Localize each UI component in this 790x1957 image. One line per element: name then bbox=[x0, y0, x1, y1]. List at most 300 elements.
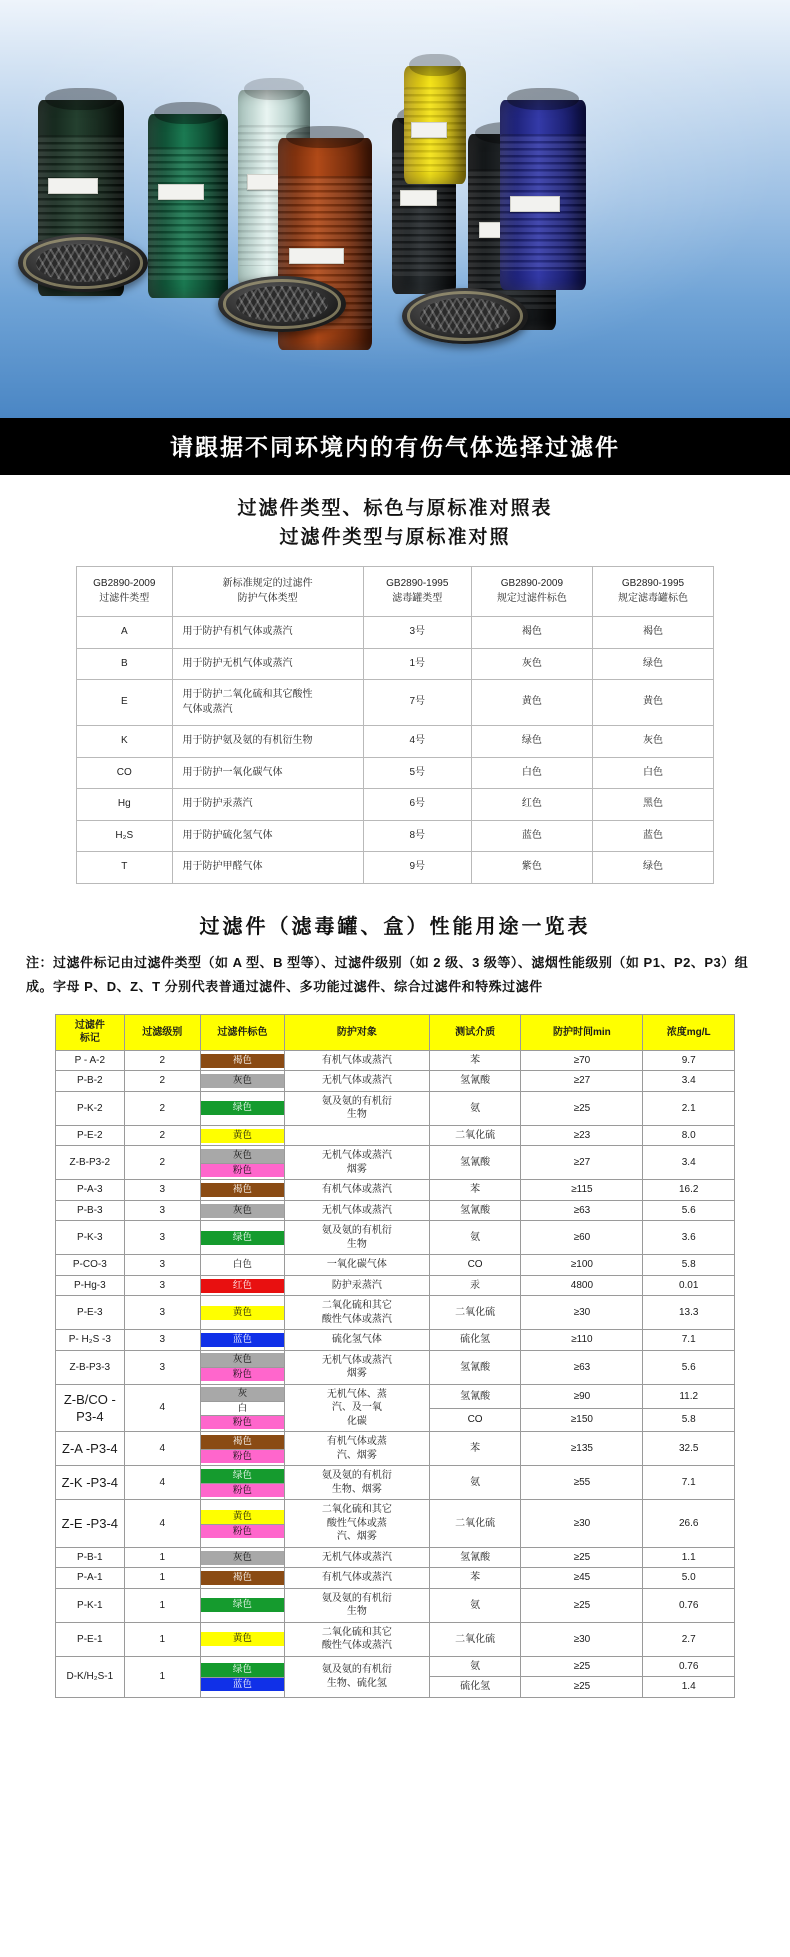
table-row bbox=[56, 1125, 735, 1146]
cell-protection-target: 氨及氨的有机衍 生物 bbox=[284, 1221, 429, 1255]
table2-body bbox=[56, 1050, 735, 1697]
cell-old-color: 绿色 bbox=[592, 852, 713, 884]
cell-concentration: 0.76 bbox=[643, 1656, 735, 1677]
cell-test-medium: 苯 bbox=[429, 1568, 521, 1589]
cell-filter-color bbox=[200, 1125, 284, 1146]
cell-concentration: 9.7 bbox=[643, 1050, 735, 1071]
cell-old-type: 7号 bbox=[363, 680, 471, 726]
cell-protection-time: ≥70 bbox=[521, 1050, 643, 1071]
table-row bbox=[56, 1180, 735, 1201]
cell-filter-color bbox=[200, 1296, 284, 1330]
cell-filter-color bbox=[200, 1091, 284, 1125]
cell-protection-time: ≥30 bbox=[521, 1622, 643, 1656]
cell-concentration: 11.2 bbox=[643, 1384, 735, 1408]
cell-new-color: 黄色 bbox=[471, 680, 592, 726]
color-swatch: 粉色 bbox=[201, 1415, 284, 1429]
cell-filter-type: K bbox=[77, 726, 173, 758]
table2-wrapper bbox=[0, 1014, 790, 1698]
color-swatch: 黄色 bbox=[201, 1306, 284, 1320]
table1-col-header-old-type: GB2890-1995 滤毒罐类型 bbox=[363, 567, 471, 617]
cell-filter-level: 3 bbox=[124, 1330, 200, 1351]
cell-old-type: 6号 bbox=[363, 789, 471, 821]
cell-protection-target: 有机气体或蒸 汽、烟雾 bbox=[284, 1432, 429, 1466]
cell-protection-target: 氨及氨的有机衍 生物、烟雾 bbox=[284, 1466, 429, 1500]
color-swatch: 黄色 bbox=[201, 1632, 284, 1646]
cell-protection-time: ≥25 bbox=[521, 1677, 643, 1698]
cell-filter-level: 3 bbox=[124, 1221, 200, 1255]
canister-label bbox=[48, 178, 98, 194]
cell-test-medium: 汞 bbox=[429, 1275, 521, 1296]
cell-protection-time: ≥25 bbox=[521, 1547, 643, 1568]
color-swatch: 绿色 bbox=[201, 1469, 284, 1483]
table-row bbox=[56, 1384, 735, 1408]
cell-protection-time: ≥135 bbox=[521, 1432, 643, 1466]
cell-filter-mark: D-K/H₂S-1 bbox=[56, 1656, 125, 1697]
table-row bbox=[56, 1050, 735, 1071]
cell-filter-color bbox=[200, 1384, 284, 1432]
cell-concentration: 5.0 bbox=[643, 1568, 735, 1589]
table-row bbox=[56, 1296, 735, 1330]
canister-2 bbox=[148, 114, 228, 298]
cell-concentration: 16.2 bbox=[643, 1180, 735, 1201]
cell-test-medium: 苯 bbox=[429, 1180, 521, 1201]
canister-8 bbox=[500, 100, 586, 290]
canister-group bbox=[0, 52, 790, 362]
color-swatch: 绿色 bbox=[201, 1101, 284, 1115]
table-row bbox=[56, 1255, 735, 1276]
cell-filter-level: 1 bbox=[124, 1656, 200, 1697]
cell-test-medium: 氢氰酸 bbox=[429, 1547, 521, 1568]
color-swatch: 粉色 bbox=[201, 1163, 284, 1177]
color-swatch: 粉色 bbox=[201, 1367, 284, 1381]
table-row bbox=[56, 1091, 735, 1125]
color-swatch: 灰色 bbox=[201, 1204, 284, 1218]
cell-filter-type: E bbox=[77, 680, 173, 726]
cell-protection-target: 氨及氨的有机衍 生物、硫化氢 bbox=[284, 1656, 429, 1697]
table-row bbox=[77, 617, 714, 649]
color-swatch: 粉色 bbox=[201, 1524, 284, 1538]
cell-protection-time: ≥63 bbox=[521, 1350, 643, 1384]
cell-filter-type: Hg bbox=[77, 789, 173, 821]
cell-protection-target: 防护汞蒸汽 bbox=[284, 1275, 429, 1296]
color-swatch: 褐色 bbox=[201, 1435, 284, 1449]
color-swatch: 褐色 bbox=[201, 1571, 284, 1585]
cell-protection-target: 氨及氨的有机衍 生物 bbox=[284, 1091, 429, 1125]
cell-filter-level: 1 bbox=[124, 1622, 200, 1656]
table-row bbox=[56, 1547, 735, 1568]
canister-label bbox=[510, 196, 560, 212]
cell-filter-level: 2 bbox=[124, 1050, 200, 1071]
cell-protection-target bbox=[284, 1125, 429, 1146]
cell-old-type: 9号 bbox=[363, 852, 471, 884]
cell-filter-level: 1 bbox=[124, 1588, 200, 1622]
cell-old-type: 4号 bbox=[363, 726, 471, 758]
cell-concentration: 0.76 bbox=[643, 1588, 735, 1622]
table-row bbox=[56, 1221, 735, 1255]
page-title-2: 过滤件类型与原标准对照 bbox=[279, 526, 511, 548]
cell-concentration: 3.4 bbox=[643, 1071, 735, 1092]
table2-col-header-conc: 浓度mg/L bbox=[643, 1014, 735, 1050]
cell-filter-level: 3 bbox=[124, 1180, 200, 1201]
cell-protection-target: 氨及氨的有机衍 生物 bbox=[284, 1588, 429, 1622]
canister-label bbox=[289, 248, 344, 264]
cell-concentration: 7.1 bbox=[643, 1330, 735, 1351]
table-row bbox=[56, 1200, 735, 1221]
cell-filter-mark: P-E-2 bbox=[56, 1125, 125, 1146]
cell-filter-color bbox=[200, 1255, 284, 1276]
color-swatch: 灰色 bbox=[201, 1551, 284, 1565]
color-swatch: 粉色 bbox=[201, 1483, 284, 1497]
cell-filter-level: 3 bbox=[124, 1200, 200, 1221]
color-swatch: 黄色 bbox=[201, 1510, 284, 1524]
cell-protection-target: 有机气体或蒸汽 bbox=[284, 1050, 429, 1071]
cell-concentration: 2.1 bbox=[643, 1091, 735, 1125]
cell-protection-time: ≥25 bbox=[521, 1656, 643, 1677]
cell-test-medium: 氨 bbox=[429, 1588, 521, 1622]
table2-col-header-target: 防护对象 bbox=[284, 1014, 429, 1050]
cell-old-color: 黄色 bbox=[592, 680, 713, 726]
cell-old-color: 白色 bbox=[592, 757, 713, 789]
cell-old-type: 8号 bbox=[363, 820, 471, 852]
cell-concentration: 5.6 bbox=[643, 1200, 735, 1221]
cell-protection-target: 一氧化碳气体 bbox=[284, 1255, 429, 1276]
color-swatch: 白色 bbox=[201, 1258, 284, 1272]
cell-filter-type: B bbox=[77, 648, 173, 680]
cell-test-medium: 苯 bbox=[429, 1050, 521, 1071]
cell-protection-target: 无机气体或蒸汽 bbox=[284, 1071, 429, 1092]
cell-filter-level: 4 bbox=[124, 1384, 200, 1432]
cell-test-medium: 二氧化硫 bbox=[429, 1500, 521, 1548]
cell-filter-color bbox=[200, 1466, 284, 1500]
cell-filter-color bbox=[200, 1656, 284, 1697]
table1-col-header-new-color: GB2890-2009 规定过滤件标色 bbox=[471, 567, 592, 617]
cell-test-medium: 氢氰酸 bbox=[429, 1384, 521, 1408]
color-swatch: 灰色 bbox=[201, 1149, 284, 1163]
canister-cap bbox=[45, 88, 117, 110]
cell-protection-time: ≥100 bbox=[521, 1255, 643, 1276]
cell-protection-time: ≥90 bbox=[521, 1384, 643, 1408]
canister-ridges bbox=[148, 147, 228, 280]
cell-filter-mark: Z-K -P3-4 bbox=[56, 1466, 125, 1500]
table-row bbox=[56, 1330, 735, 1351]
color-swatch: 褐色 bbox=[201, 1183, 284, 1197]
cell-filter-color bbox=[200, 1071, 284, 1092]
cell-filter-mark: P - A-2 bbox=[56, 1050, 125, 1071]
cell-protection-time: ≥150 bbox=[521, 1408, 643, 1432]
cell-protection-time: ≥25 bbox=[521, 1588, 643, 1622]
cell-new-color: 白色 bbox=[471, 757, 592, 789]
cell-old-color: 褐色 bbox=[592, 617, 713, 649]
cell-protection-target: 二氧化硫和其它 酸性气体或蒸汽 bbox=[284, 1622, 429, 1656]
cell-new-color: 紫色 bbox=[471, 852, 592, 884]
cell-protection-target: 有机气体或蒸汽 bbox=[284, 1180, 429, 1201]
table-row bbox=[77, 648, 714, 680]
cell-filter-level: 4 bbox=[124, 1500, 200, 1548]
cell-filter-type: T bbox=[77, 852, 173, 884]
cell-concentration: 32.5 bbox=[643, 1432, 735, 1466]
table-row bbox=[56, 1432, 735, 1466]
cell-protection-time: ≥115 bbox=[521, 1180, 643, 1201]
cell-filter-mark: P- H₂S -3 bbox=[56, 1330, 125, 1351]
cell-filter-color bbox=[200, 1146, 284, 1180]
cell-filter-color bbox=[200, 1588, 284, 1622]
canister-lid-center bbox=[218, 276, 346, 332]
cell-protection-target: 无机气体或蒸汽 烟雾 bbox=[284, 1146, 429, 1180]
cell-filter-color bbox=[200, 1221, 284, 1255]
cell-filter-color bbox=[200, 1330, 284, 1351]
cell-filter-mark: P-K-3 bbox=[56, 1221, 125, 1255]
cell-protection-time: ≥27 bbox=[521, 1071, 643, 1092]
cell-protection-time: ≥110 bbox=[521, 1330, 643, 1351]
cell-protection-time: ≥45 bbox=[521, 1568, 643, 1589]
color-swatch: 红色 bbox=[201, 1279, 284, 1293]
cell-filter-mark: P-Hg-3 bbox=[56, 1275, 125, 1296]
cell-gas-type: 用于防护二氧化硫和其它酸性 气体或蒸汽 bbox=[172, 680, 363, 726]
cell-filter-color bbox=[200, 1568, 284, 1589]
table1-wrapper bbox=[0, 566, 790, 884]
cell-filter-mark: Z-A -P3-4 bbox=[56, 1432, 125, 1466]
canister-label bbox=[400, 190, 437, 206]
table-row bbox=[56, 1350, 735, 1384]
cell-concentration: 26.6 bbox=[643, 1500, 735, 1548]
cell-protection-target: 无机气体或蒸汽 bbox=[284, 1200, 429, 1221]
cell-filter-color bbox=[200, 1275, 284, 1296]
cell-old-color: 黑色 bbox=[592, 789, 713, 821]
cell-test-medium: 二氧化硫 bbox=[429, 1125, 521, 1146]
cell-filter-mark: P-A-1 bbox=[56, 1568, 125, 1589]
cell-filter-type: CO bbox=[77, 757, 173, 789]
cell-protection-target: 无机气体、蒸 汽、及一氧 化碳 bbox=[284, 1384, 429, 1432]
cell-protection-time: ≥27 bbox=[521, 1146, 643, 1180]
cell-concentration: 2.7 bbox=[643, 1622, 735, 1656]
cell-test-medium: 氢氰酸 bbox=[429, 1200, 521, 1221]
table-row bbox=[77, 789, 714, 821]
filter-performance-table bbox=[55, 1014, 735, 1698]
cell-filter-color bbox=[200, 1432, 284, 1466]
cell-protection-time: ≥55 bbox=[521, 1466, 643, 1500]
cell-test-medium: 苯 bbox=[429, 1432, 521, 1466]
color-swatch: 绿色 bbox=[201, 1598, 284, 1612]
cell-protection-target: 有机气体或蒸汽 bbox=[284, 1568, 429, 1589]
cell-gas-type: 用于防护氨及氨的有机衍生物 bbox=[172, 726, 363, 758]
table-row bbox=[77, 680, 714, 726]
table-row bbox=[56, 1622, 735, 1656]
table-row bbox=[56, 1500, 735, 1548]
cell-concentration: 8.0 bbox=[643, 1125, 735, 1146]
cell-concentration: 0.01 bbox=[643, 1275, 735, 1296]
color-swatch: 灰色 bbox=[201, 1074, 284, 1088]
table1-col-header-gas: 新标准规定的过滤件 防护气体类型 bbox=[172, 567, 363, 617]
table-row bbox=[56, 1071, 735, 1092]
cell-filter-mark: Z-B-P3-2 bbox=[56, 1146, 125, 1180]
cell-filter-color bbox=[200, 1500, 284, 1548]
title-block bbox=[0, 495, 790, 552]
cell-filter-level: 3 bbox=[124, 1255, 200, 1276]
cell-protection-time: 4800 bbox=[521, 1275, 643, 1296]
cell-filter-level: 3 bbox=[124, 1296, 200, 1330]
canister-cap bbox=[507, 88, 579, 110]
cell-filter-mark: P-B-2 bbox=[56, 1071, 125, 1092]
cell-filter-color bbox=[200, 1547, 284, 1568]
lid-mesh bbox=[420, 298, 511, 334]
cell-test-medium: 二氧化硫 bbox=[429, 1622, 521, 1656]
product-photo bbox=[0, 0, 790, 418]
cell-protection-target: 二氧化硫和其它 酸性气体或蒸汽 bbox=[284, 1296, 429, 1330]
table2-col-header-medium: 测试介质 bbox=[429, 1014, 521, 1050]
cell-filter-mark: P-B-1 bbox=[56, 1547, 125, 1568]
lid-mesh bbox=[36, 244, 130, 281]
cell-filter-level: 2 bbox=[124, 1146, 200, 1180]
cell-filter-mark: Z-B-P3-3 bbox=[56, 1350, 125, 1384]
cell-filter-mark: Z-B/CO - P3-4 bbox=[56, 1384, 125, 1432]
canister-lid-right bbox=[402, 288, 528, 344]
color-swatch: 蓝色 bbox=[201, 1333, 284, 1347]
canister-6 bbox=[404, 66, 466, 184]
cell-concentration: 5.6 bbox=[643, 1350, 735, 1384]
cell-filter-level: 2 bbox=[124, 1125, 200, 1146]
cell-filter-color bbox=[200, 1180, 284, 1201]
table-row bbox=[77, 820, 714, 852]
cell-old-type: 5号 bbox=[363, 757, 471, 789]
color-swatch: 粉色 bbox=[201, 1449, 284, 1463]
color-swatch: 绿色 bbox=[201, 1663, 284, 1677]
color-swatch: 绿色 bbox=[201, 1231, 284, 1245]
cell-filter-mark: P-E-1 bbox=[56, 1622, 125, 1656]
cell-protection-time: ≥23 bbox=[521, 1125, 643, 1146]
cell-filter-level: 2 bbox=[124, 1071, 200, 1092]
cell-test-medium: 二氧化硫 bbox=[429, 1296, 521, 1330]
cell-gas-type: 用于防护硫化氢气体 bbox=[172, 820, 363, 852]
table2-col-header-level: 过滤级别 bbox=[124, 1014, 200, 1050]
cell-new-color: 灰色 bbox=[471, 648, 592, 680]
cell-filter-mark: Z-E -P3-4 bbox=[56, 1500, 125, 1548]
table2-col-header-color: 过滤件标色 bbox=[200, 1014, 284, 1050]
cell-filter-mark: P-K-1 bbox=[56, 1588, 125, 1622]
cell-test-medium: 氨 bbox=[429, 1221, 521, 1255]
table-row bbox=[77, 757, 714, 789]
cell-filter-level: 2 bbox=[124, 1091, 200, 1125]
canister-cap bbox=[244, 78, 305, 100]
table-row bbox=[77, 852, 714, 884]
section-title-2: 过滤件（滤毒罐、盒）性能用途一览表 bbox=[199, 915, 591, 938]
cell-filter-level: 4 bbox=[124, 1466, 200, 1500]
cell-filter-color bbox=[200, 1622, 284, 1656]
cell-filter-mark: P-K-2 bbox=[56, 1091, 125, 1125]
canister-label bbox=[411, 122, 447, 138]
color-swatch: 蓝色 bbox=[201, 1677, 284, 1691]
cell-protection-target: 二氧化硫和其它 酸性气体或蒸 汽、烟雾 bbox=[284, 1500, 429, 1548]
cell-gas-type: 用于防护有机气体或蒸汽 bbox=[172, 617, 363, 649]
cell-protection-time: ≥30 bbox=[521, 1500, 643, 1548]
cell-old-color: 灰色 bbox=[592, 726, 713, 758]
cell-test-medium: CO bbox=[429, 1255, 521, 1276]
cell-filter-level: 1 bbox=[124, 1547, 200, 1568]
cell-filter-level: 3 bbox=[124, 1275, 200, 1296]
cell-filter-level: 1 bbox=[124, 1568, 200, 1589]
cell-filter-level: 4 bbox=[124, 1432, 200, 1466]
lid-mesh bbox=[236, 286, 328, 322]
cell-gas-type: 用于防护无机气体或蒸汽 bbox=[172, 648, 363, 680]
cell-test-medium: 硫化氢 bbox=[429, 1330, 521, 1351]
cell-concentration: 3.4 bbox=[643, 1146, 735, 1180]
table-row bbox=[77, 726, 714, 758]
cell-concentration: 13.3 bbox=[643, 1296, 735, 1330]
table-row bbox=[56, 1466, 735, 1500]
cell-protection-time: ≥60 bbox=[521, 1221, 643, 1255]
cell-test-medium: 氢氰酸 bbox=[429, 1350, 521, 1384]
hero-banner-text: 请跟据不同环境内的有伤气体选择过滤件 bbox=[0, 418, 790, 475]
cell-concentration: 5.8 bbox=[643, 1408, 735, 1432]
table2-col-header-mark: 过滤件 标记 bbox=[56, 1014, 125, 1050]
table-row bbox=[56, 1656, 735, 1677]
color-swatch: 白 bbox=[201, 1401, 284, 1415]
cell-gas-type: 用于防护甲醛气体 bbox=[172, 852, 363, 884]
cell-new-color: 绿色 bbox=[471, 726, 592, 758]
cell-filter-mark: P-B-3 bbox=[56, 1200, 125, 1221]
table1-col-header-type: GB2890-2009 过滤件类型 bbox=[77, 567, 173, 617]
cell-filter-mark: P-CO-3 bbox=[56, 1255, 125, 1276]
table1-col-header-old-color: GB2890-1995 规定滤毒罐标色 bbox=[592, 567, 713, 617]
cell-old-type: 3号 bbox=[363, 617, 471, 649]
cell-test-medium: 氢氰酸 bbox=[429, 1071, 521, 1092]
cell-concentration: 1.1 bbox=[643, 1547, 735, 1568]
cell-protection-time: ≥25 bbox=[521, 1091, 643, 1125]
table-row bbox=[56, 1568, 735, 1589]
cell-concentration: 1.4 bbox=[643, 1677, 735, 1698]
cell-filter-mark: P-E-3 bbox=[56, 1296, 125, 1330]
cell-protection-time: ≥63 bbox=[521, 1200, 643, 1221]
cell-test-medium: 氨 bbox=[429, 1656, 521, 1677]
page-title-1: 过滤件类型、标色与原标准对照表 bbox=[237, 498, 553, 519]
cell-old-color: 蓝色 bbox=[592, 820, 713, 852]
canister-cap bbox=[409, 54, 461, 76]
cell-protection-time: ≥30 bbox=[521, 1296, 643, 1330]
cell-concentration: 5.8 bbox=[643, 1255, 735, 1276]
cell-test-medium: CO bbox=[429, 1408, 521, 1432]
canister-cap bbox=[286, 126, 365, 148]
cell-gas-type: 用于防护汞蒸汽 bbox=[172, 789, 363, 821]
cell-test-medium: 硫化氢 bbox=[429, 1677, 521, 1698]
table2-col-header-time: 防护时间min bbox=[521, 1014, 643, 1050]
color-swatch: 黄色 bbox=[201, 1129, 284, 1143]
cell-gas-type: 用于防护一氧化碳气体 bbox=[172, 757, 363, 789]
table-row bbox=[56, 1146, 735, 1180]
cell-filter-color bbox=[200, 1350, 284, 1384]
cell-protection-target: 硫化氢气体 bbox=[284, 1330, 429, 1351]
cell-filter-type: A bbox=[77, 617, 173, 649]
cell-old-type: 1号 bbox=[363, 648, 471, 680]
cell-new-color: 红色 bbox=[471, 789, 592, 821]
filter-type-standard-table bbox=[76, 566, 714, 884]
canister-label bbox=[158, 184, 204, 200]
cell-filter-level: 3 bbox=[124, 1350, 200, 1384]
cell-filter-type: H₂S bbox=[77, 820, 173, 852]
table1-body bbox=[77, 617, 714, 884]
cell-protection-target: 无机气体或蒸汽 烟雾 bbox=[284, 1350, 429, 1384]
canister-lid-left bbox=[18, 234, 148, 292]
cell-test-medium: 氨 bbox=[429, 1466, 521, 1500]
table-row bbox=[56, 1588, 735, 1622]
table2-header-row bbox=[56, 1014, 735, 1050]
cell-concentration: 7.1 bbox=[643, 1466, 735, 1500]
cell-test-medium: 氨 bbox=[429, 1091, 521, 1125]
cell-new-color: 褐色 bbox=[471, 617, 592, 649]
cell-filter-color bbox=[200, 1200, 284, 1221]
canister-cap bbox=[154, 102, 221, 124]
table-row bbox=[56, 1275, 735, 1296]
cell-test-medium: 氢氰酸 bbox=[429, 1146, 521, 1180]
cell-new-color: 蓝色 bbox=[471, 820, 592, 852]
